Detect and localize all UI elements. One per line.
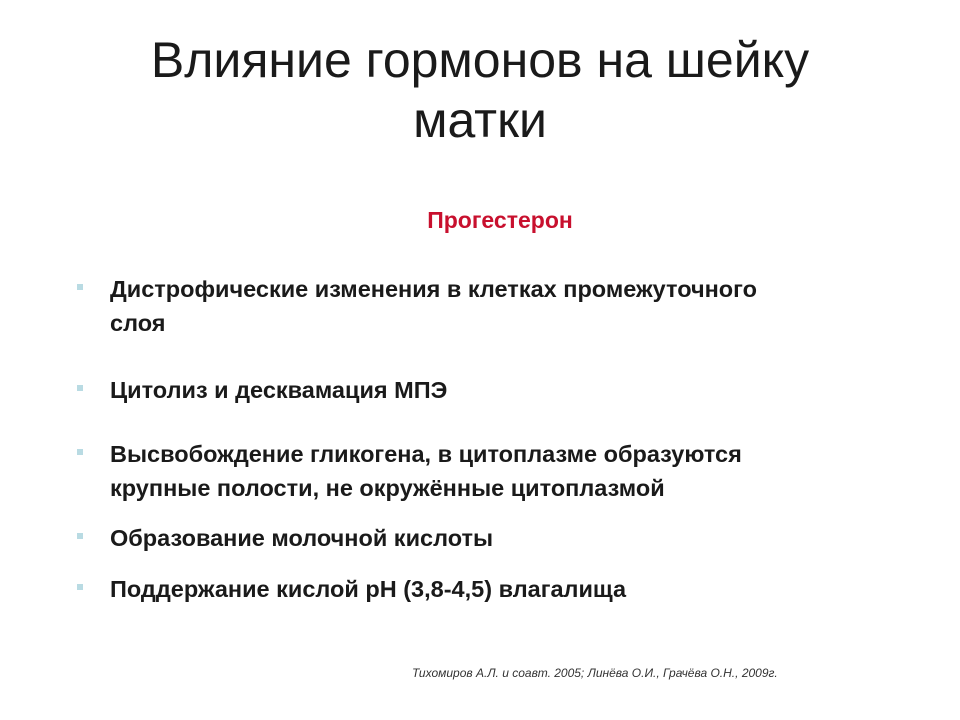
bullet-text-line-1: Дистрофические изменения в клетках промежуточного: [110, 276, 757, 302]
bullet-text-line-1: Цитолиз и десквамация МПЭ: [110, 377, 448, 403]
bullet-item: [72, 272, 932, 340]
square-bullet-icon: [72, 521, 110, 555]
square-bullet-icon: [72, 373, 110, 407]
bullet-text-line-1: Высвобождение гликогена, в цитоплазме образуются: [110, 441, 742, 467]
bullet-text: [110, 521, 493, 555]
bullet-item: [72, 572, 932, 606]
bullet-text-line-2: слоя: [110, 310, 166, 336]
bullet-text-line-2: крупные полости, не окружённые цитоплазмой: [110, 475, 665, 501]
slide-subtitle: Прогестерон: [427, 207, 573, 233]
citation: Тихомиров А.Л. и соавт. 2005; Линёва О.И., Грачёва О.Н., 2009г.: [412, 666, 778, 680]
slide-title-line-1: Влияние гормонов на шейку: [150, 32, 810, 88]
bullet-item: [72, 373, 932, 407]
bullet-text: [110, 373, 447, 407]
bullet-item: [72, 521, 932, 555]
square-bullet-icon: [72, 572, 110, 606]
slide-title: [60, 30, 900, 150]
square-bullet-icon: [72, 272, 110, 306]
bullet-item: [72, 437, 932, 505]
square-bullet-icon: [72, 437, 110, 471]
bullet-text: [110, 572, 626, 606]
bullet-text-line-1: Поддержание кислой pH (3,8-4,5) влагалища: [110, 576, 627, 602]
bullet-text-line-1: Образование молочной кислоты: [110, 525, 494, 551]
bullet-text: [110, 437, 742, 505]
slide-title-line-2: матки: [413, 92, 547, 148]
bullet-text: [110, 272, 757, 340]
